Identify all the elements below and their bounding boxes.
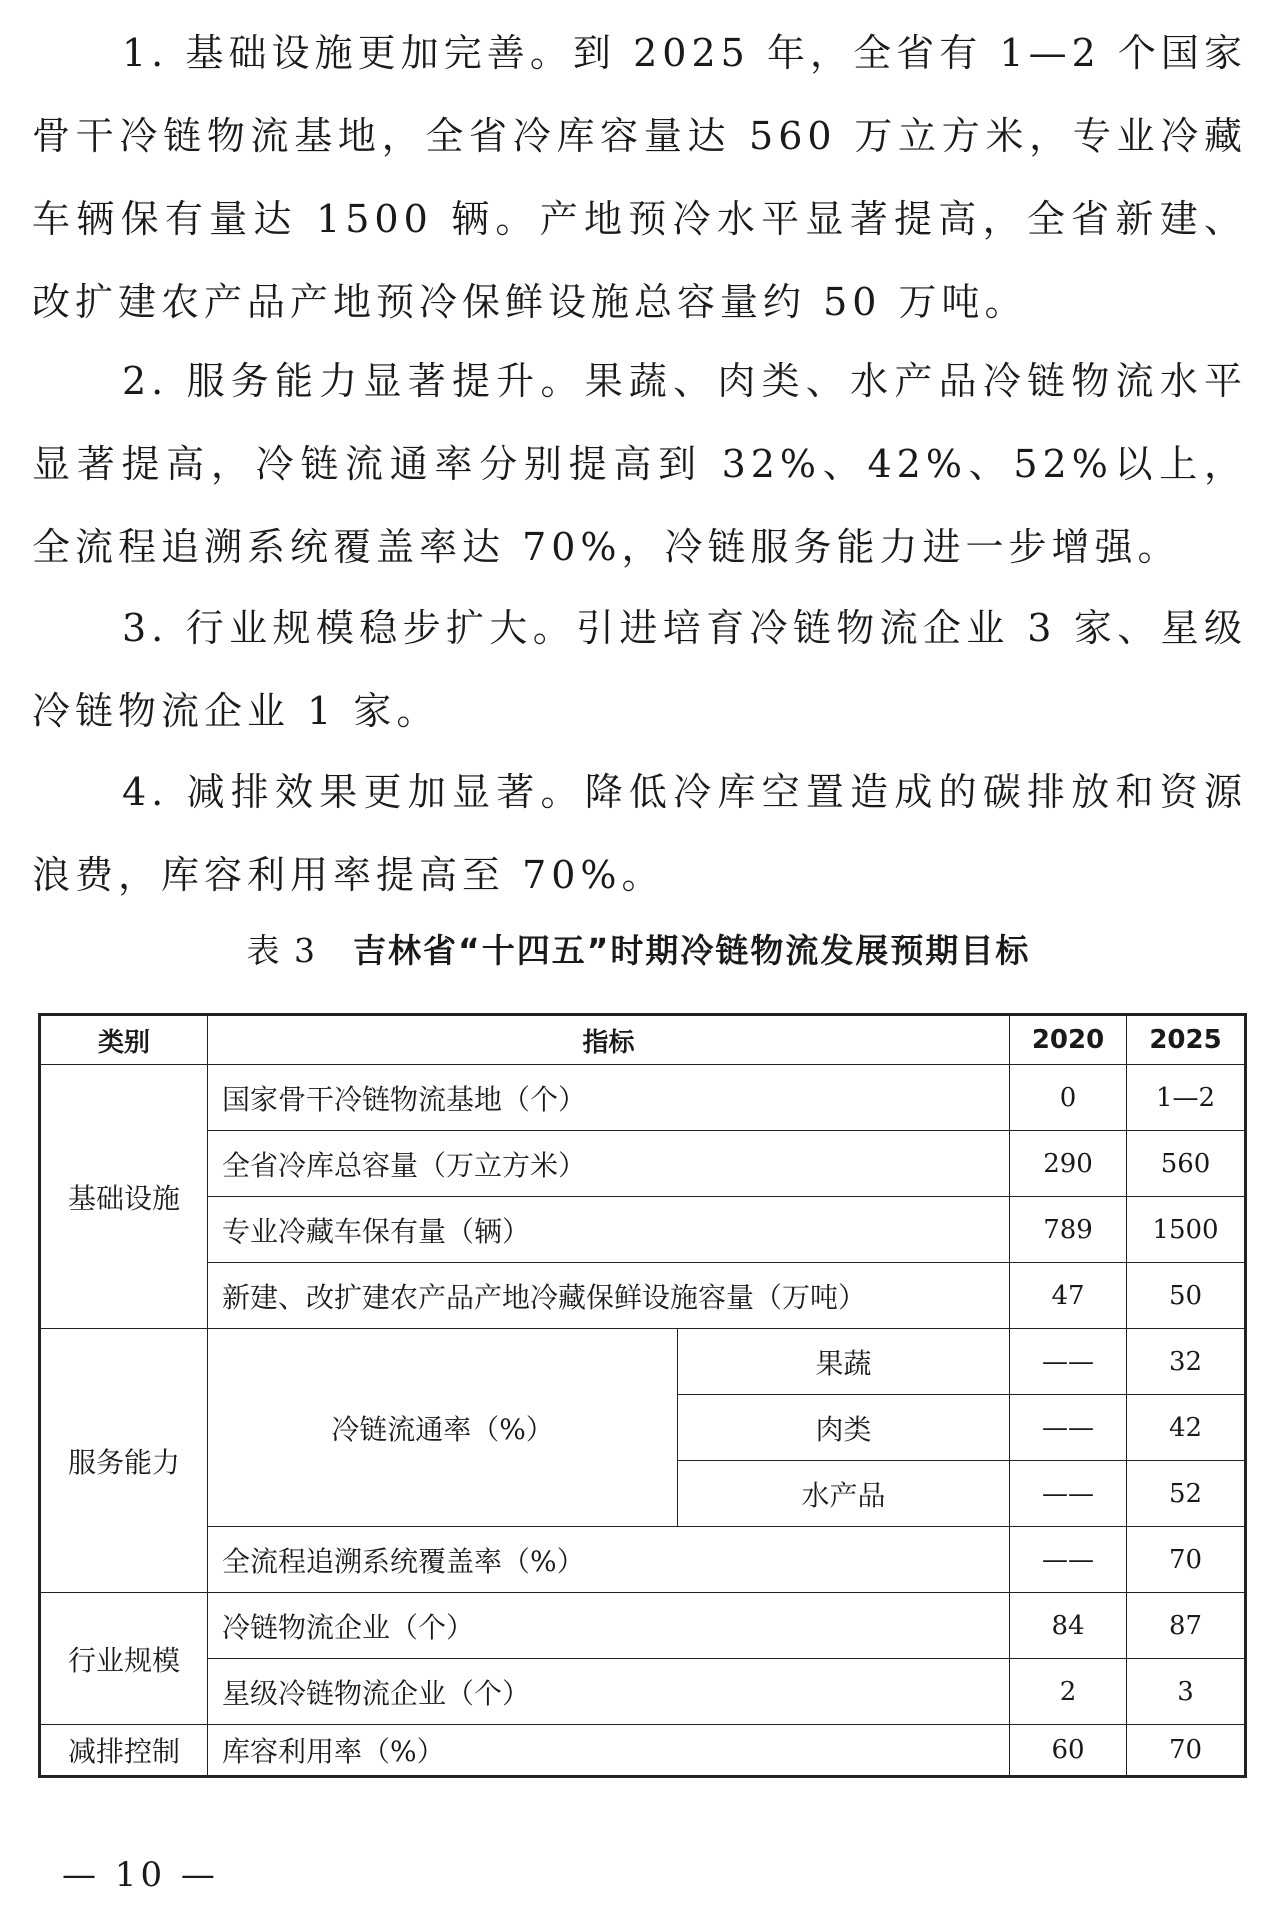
value-2025: 87 — [1127, 1593, 1246, 1659]
value-2025: 1—2 — [1127, 1065, 1246, 1131]
paragraph-emission: 4. 减排效果更加显著。降低冷库空置造成的碳排放和资源浪费，库容利用率提高至 70%。 — [32, 770, 1247, 897]
paragraph-infrastructure: 1. 基础设施更加完善。到 2025 年，全省有 1—2 个国家骨干冷链物流基地，全省冷库容量达 560 万立方米，专业冷藏车辆保有量达 1500 辆。产地预冷水平显著提高，全省新建、改扩建农产品产地预冷保鲜设施总容量约 50 万吨。 — [32, 31, 1247, 324]
table-row — [40, 1593, 1246, 1659]
value-2020: 60 — [1010, 1725, 1127, 1777]
table-caption-title: 吉林省“十四五”时期冷链物流发展预期目标 — [353, 931, 1031, 970]
value-2020: —— — [1010, 1395, 1127, 1461]
indicator-cell: 新建、改扩建农产品产地冷藏保鲜设施容量（万吨） — [208, 1263, 1010, 1329]
category-scale: 行业规模 — [40, 1593, 208, 1725]
value-2020: 2 — [1010, 1659, 1127, 1725]
table-row — [40, 1527, 1246, 1593]
category-infrastructure: 基础设施 — [40, 1065, 208, 1329]
paragraph-scale: 3. 行业规模稳步扩大。引进培育冷链物流企业 3 家、星级冷链物流企业 1 家。 — [32, 606, 1247, 733]
goals-table — [38, 1013, 1247, 1778]
value-2025: 1500 — [1127, 1197, 1246, 1263]
table-row — [40, 1131, 1246, 1197]
sub-indicator-cell: 水产品 — [678, 1461, 1010, 1527]
table-row — [40, 1263, 1246, 1329]
value-2025: 70 — [1127, 1527, 1246, 1593]
table-row — [40, 1659, 1246, 1725]
sub-indicator-cell: 果蔬 — [678, 1329, 1010, 1395]
paragraph-service: 2. 服务能力显著提升。果蔬、肉类、水产品冷链物流水平显著提高，冷链流通率分别提高到 32%、42%、52%以上，全流程追溯系统覆盖率达 70%，冷链服务能力进一步增强。 — [32, 359, 1247, 569]
table-caption-number: 表 3 — [246, 931, 318, 970]
table-row — [40, 1065, 1246, 1131]
value-2020: 84 — [1010, 1593, 1127, 1659]
indicator-cell: 全省冷库总容量（万立方米） — [208, 1131, 1010, 1197]
indicator-cell: 库容利用率（%） — [208, 1725, 1010, 1777]
value-2025: 50 — [1127, 1263, 1246, 1329]
indicator-cell: 国家骨干冷链物流基地（个） — [208, 1065, 1010, 1131]
indicator-cell: 专业冷藏车保有量（辆） — [208, 1197, 1010, 1263]
value-2025: 3 — [1127, 1659, 1246, 1725]
header-2020: 2020 — [1010, 1015, 1127, 1065]
indicator-cell: 星级冷链物流企业（个） — [208, 1659, 1010, 1725]
header-2025: 2025 — [1127, 1015, 1246, 1065]
indicator-cell: 冷链物流企业（个） — [208, 1593, 1010, 1659]
value-2025: 52 — [1127, 1461, 1246, 1527]
page-number: — 10 — — [62, 1855, 219, 1895]
table-caption — [0, 925, 1277, 972]
header-category: 类别 — [40, 1015, 208, 1065]
table-row — [40, 1197, 1246, 1263]
indicator-cell: 全流程追溯系统覆盖率（%） — [208, 1527, 1010, 1593]
indicator-cell: 冷链流通率（%） — [208, 1329, 678, 1527]
table-row — [40, 1329, 1246, 1395]
value-2020: 47 — [1010, 1263, 1127, 1329]
value-2020: 290 — [1010, 1131, 1127, 1197]
value-2020: —— — [1010, 1461, 1127, 1527]
table-row — [40, 1725, 1246, 1777]
category-emission: 减排控制 — [40, 1725, 208, 1777]
value-2025: 32 — [1127, 1329, 1246, 1395]
value-2020: 0 — [1010, 1065, 1127, 1131]
value-2025: 560 — [1127, 1131, 1246, 1197]
value-2025: 42 — [1127, 1395, 1246, 1461]
sub-indicator-cell: 肉类 — [678, 1395, 1010, 1461]
table-header-row — [40, 1015, 1246, 1065]
category-service: 服务能力 — [40, 1329, 208, 1593]
value-2020: 789 — [1010, 1197, 1127, 1263]
value-2025: 70 — [1127, 1725, 1246, 1777]
value-2020: —— — [1010, 1329, 1127, 1395]
value-2020: —— — [1010, 1527, 1127, 1593]
header-indicator: 指标 — [208, 1015, 1010, 1065]
